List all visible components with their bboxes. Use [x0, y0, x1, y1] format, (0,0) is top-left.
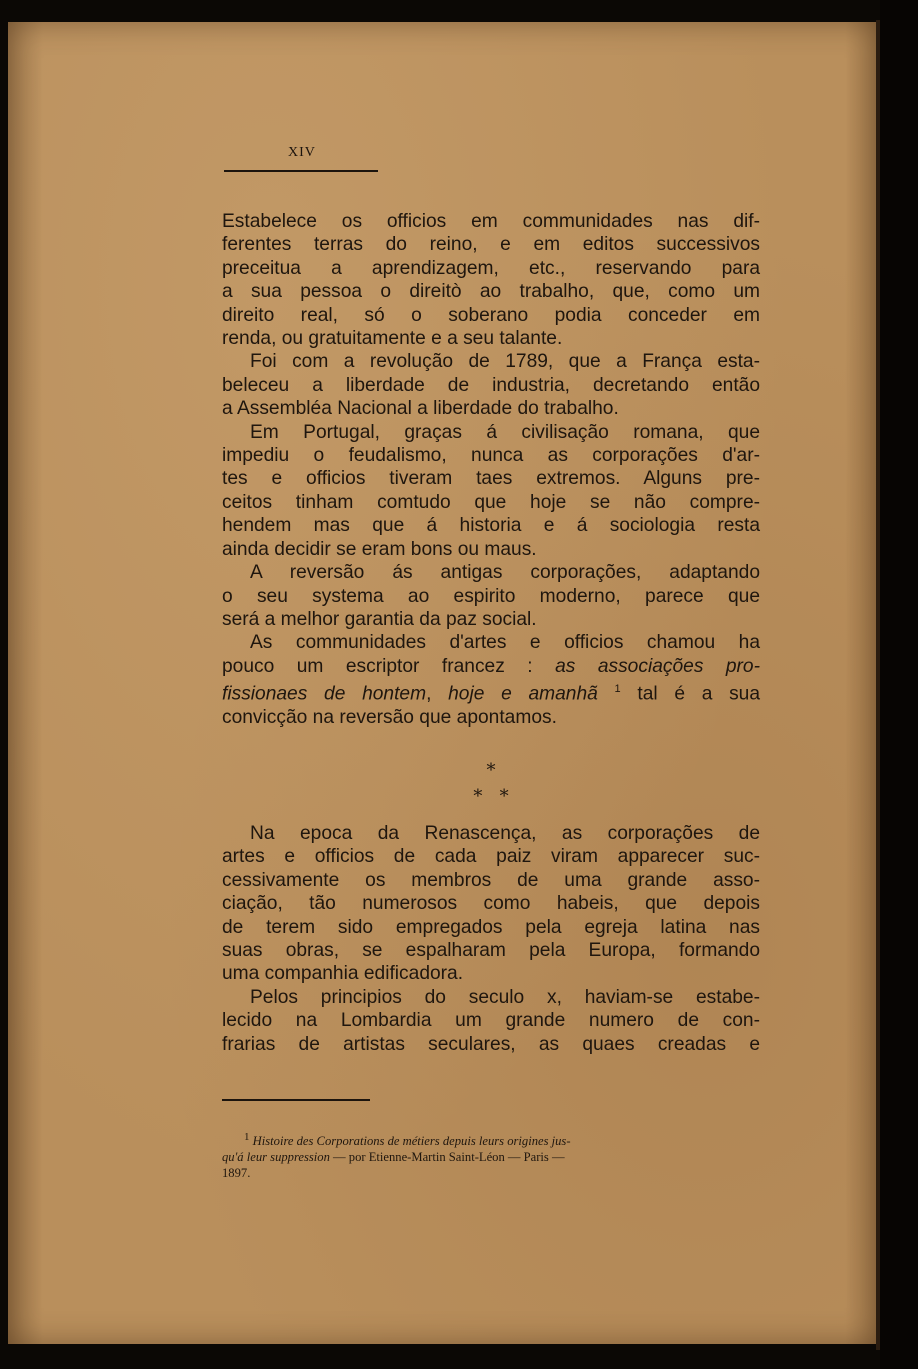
- paragraph-7-cont: [222, 1009, 760, 1056]
- paragraph-6-cont: [222, 845, 760, 985]
- text-line: Foi com a revolução de 1789, que a França esta-: [250, 351, 760, 373]
- paragraph-5-cont: [222, 655, 760, 730]
- text-line: tes e officios tiveram taes extremos. Alguns pre-: [222, 468, 760, 490]
- text-line: uma companhia edificadora.: [222, 963, 464, 985]
- text-segment: tal é a sua: [620, 683, 761, 705]
- section-break-star-top: *: [486, 760, 496, 781]
- book-gutter: [880, 0, 918, 1369]
- text-line: frarias de artistas seculares, as quaes creadas e: [222, 1033, 760, 1055]
- text-line: Pelos principios do seculo x, haviam-se estabe-: [250, 986, 760, 1008]
- paragraph-3: [222, 421, 760, 444]
- text-line: a Assembléa Nacional a liberdade do trabalho.: [222, 398, 619, 420]
- text-line: ciação, tão numerosos como habeis, que depois: [222, 893, 760, 915]
- text-line: ainda decidir se eram bons ou maus.: [222, 538, 537, 560]
- footnote-rule: [222, 1099, 370, 1101]
- text-line: direito real, só o soberano podia conceder em: [222, 304, 760, 326]
- text-line: preceitua a aprendizagem, etc., reservando para: [222, 257, 760, 279]
- book-title-italic: fissionaes de hontem: [222, 683, 427, 705]
- footnote-reference: 1: [614, 683, 621, 696]
- paragraph-2-cont: [222, 374, 760, 421]
- body-text-section-2: [222, 822, 760, 1056]
- text-segment: ,: [426, 683, 449, 705]
- body-text-section-1: [222, 210, 760, 729]
- text-line: Na epoca da Renascença, as corporações de: [250, 823, 760, 844]
- text-line: cessivamente os membros de uma grande asso-: [222, 869, 760, 891]
- text-line: lecido na Lombardia um grande numero de con-: [222, 1010, 760, 1032]
- paragraph-4: [222, 561, 760, 584]
- text-line: renda, ou gratuitamente e a seu talante.: [222, 328, 563, 350]
- footnote-title: Histoire des Corporations de métiers depuis leurs origines jus-: [252, 1134, 571, 1149]
- text-line: [222, 678, 760, 706]
- book-title-italic: hoje e amanhã: [448, 683, 598, 705]
- paragraph-4-cont: [222, 585, 760, 632]
- footnote-line: [222, 1129, 762, 1149]
- header-rule: [224, 170, 378, 172]
- text-line: a sua pessoa o direitò ao trabalho, que, como um: [222, 281, 760, 303]
- paragraph-6: [222, 822, 760, 845]
- text-line: ceitos tinham comtudo que hoje se não compre-: [222, 491, 760, 513]
- page-number: XIV: [288, 145, 316, 160]
- section-break-stars-bottom: * *: [473, 786, 509, 807]
- text-line: A reversão ás antigas corporações, adaptando: [250, 562, 760, 584]
- text-line: impediu o feudalismo, nunca as corporações d'ar-: [222, 445, 760, 467]
- paragraph-7: [222, 986, 760, 1009]
- text-line: de terem sido empregados pela egreja latina nas: [222, 916, 760, 938]
- book-title-italic: as associações pro-: [555, 655, 760, 677]
- text-line: convicção na reversão que apontamos.: [222, 706, 557, 728]
- paragraph-1: [222, 210, 760, 350]
- paragraph-3-cont: [222, 444, 760, 561]
- page-edge: [876, 20, 880, 1350]
- text-segment: pouco um escriptor francez :: [222, 655, 556, 677]
- footnote-title: qu'á leur suppression: [222, 1150, 330, 1165]
- text-line: hendem mas que á historia e á sociologia resta: [222, 515, 760, 537]
- footnote: [222, 1129, 762, 1181]
- text-line: As communidades d'artes e officios chamou ha: [250, 632, 760, 654]
- footnote-year: 1897.: [222, 1166, 251, 1181]
- text-line: [222, 655, 760, 678]
- footnote-line: [222, 1149, 762, 1165]
- text-line: Em Portugal, graças á civilisação romana, que: [250, 421, 760, 443]
- text-line: será a melhor garantia da paz social.: [222, 608, 537, 630]
- footnote-mark: 1: [244, 1131, 250, 1143]
- paragraph-2: [222, 350, 760, 373]
- text-line: beleceu a liberdade de industria, decretando então: [222, 374, 760, 396]
- footnote-author: — por Etienne-Martin Saint-Léon — Paris —: [329, 1150, 565, 1165]
- text-line: Estabelece os officios em communidades nas dif-: [222, 211, 760, 232]
- text-line: o seu systema ao espirito moderno, parece que: [222, 585, 760, 607]
- text-line: artes e officios de cada paiz viram apparecer suc-: [222, 846, 760, 868]
- text-line: ferentes terras do reino, e em editos successivos: [222, 234, 760, 256]
- paragraph-5: [222, 631, 760, 654]
- text-line: suas obras, se espalharam pela Europa, formando: [222, 940, 760, 962]
